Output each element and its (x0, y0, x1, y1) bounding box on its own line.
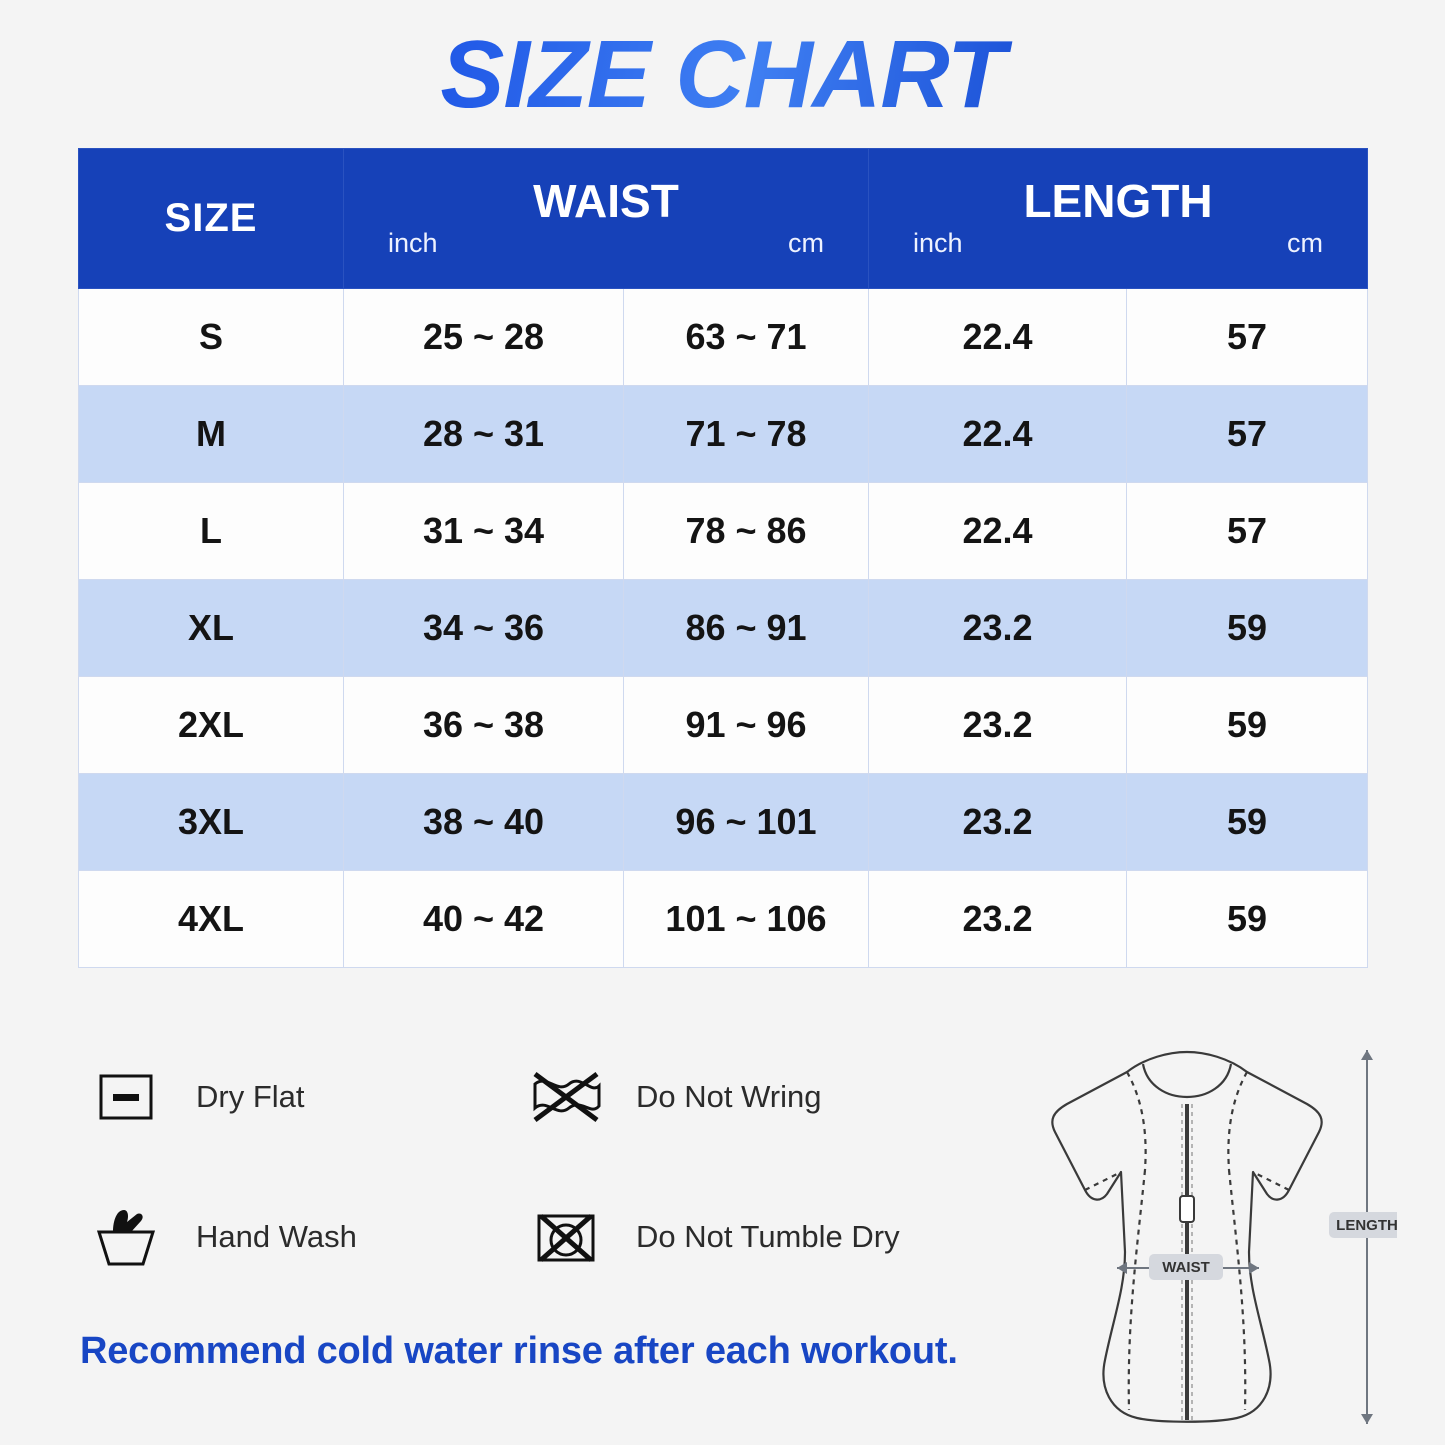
cell-length-inch: 22.4 (869, 288, 1127, 385)
cell-waist-inch: 34 ~ 36 (344, 579, 624, 676)
table-row (79, 482, 1368, 579)
cell-size: 3XL (79, 773, 344, 870)
garment-illustration (977, 1020, 1397, 1440)
cell-waist-inch: 28 ~ 31 (344, 385, 624, 482)
care-item-hand-wash (80, 1195, 520, 1279)
cell-length-inch: 23.2 (869, 676, 1127, 773)
cell-length-inch: 23.2 (869, 579, 1127, 676)
header-unit-length-cm: cm (1287, 227, 1324, 258)
cell-size: L (79, 482, 344, 579)
cell-length-inch: 23.2 (869, 870, 1127, 967)
hand-wash-icon (80, 1195, 172, 1279)
cell-size: 4XL (79, 870, 344, 967)
dry-flat-icon (80, 1055, 172, 1139)
care-label-do-not-wring: Do Not Wring (636, 1079, 822, 1114)
cell-length-cm: 57 (1127, 482, 1368, 579)
waist-measure-tag: WAIST (1162, 1259, 1210, 1276)
cell-length-cm: 59 (1127, 676, 1368, 773)
cell-waist-inch: 31 ~ 34 (344, 482, 624, 579)
header-unit-length-inch: inch (913, 227, 963, 258)
column-header-length (869, 148, 1368, 288)
header-label-size: SIZE (164, 195, 258, 240)
cell-size: 2XL (79, 676, 344, 773)
cell-waist-inch: 38 ~ 40 (344, 773, 624, 870)
care-instructions (80, 1055, 960, 1335)
cell-length-cm: 59 (1127, 773, 1368, 870)
cell-waist-cm: 78 ~ 86 (624, 482, 869, 579)
cell-waist-cm: 101 ~ 106 (624, 870, 869, 967)
care-item-do-not-tumble-dry (520, 1195, 960, 1279)
table-row (79, 676, 1368, 773)
cell-waist-inch: 36 ~ 38 (344, 676, 624, 773)
cell-waist-cm: 63 ~ 71 (624, 288, 869, 385)
care-label-dry-flat: Dry Flat (196, 1079, 305, 1114)
column-header-size (79, 148, 344, 288)
size-table (78, 148, 1368, 968)
care-label-do-not-tumble-dry: Do Not Tumble Dry (636, 1219, 900, 1254)
table-row (79, 773, 1368, 870)
cell-size: S (79, 288, 344, 385)
table-row (79, 579, 1368, 676)
cell-size: XL (79, 579, 344, 676)
do-not-tumble-dry-icon (520, 1195, 612, 1279)
cell-size: M (79, 385, 344, 482)
care-note: Recommend cold water rinse after each workout. (80, 1330, 958, 1372)
cell-length-cm: 57 (1127, 288, 1368, 385)
care-item-dry-flat (80, 1055, 520, 1139)
care-row-2 (80, 1195, 960, 1279)
table-body (79, 288, 1368, 967)
cell-waist-cm: 71 ~ 78 (624, 385, 869, 482)
do-not-wring-icon (520, 1055, 612, 1139)
cell-length-cm: 59 (1127, 579, 1368, 676)
cell-waist-inch: 40 ~ 42 (344, 870, 624, 967)
table-row (79, 288, 1368, 385)
care-row-1 (80, 1055, 960, 1139)
care-label-hand-wash: Hand Wash (196, 1219, 357, 1254)
cell-length-cm: 59 (1127, 870, 1368, 967)
care-item-do-not-wring (520, 1055, 960, 1139)
length-measure-tag: LENGTH (1336, 1217, 1397, 1234)
table-row (79, 870, 1368, 967)
cell-length-inch: 22.4 (869, 385, 1127, 482)
table-header (79, 148, 1368, 288)
cell-waist-inch: 25 ~ 28 (344, 288, 624, 385)
header-unit-waist-inch: inch (388, 227, 438, 258)
cell-waist-cm: 86 ~ 91 (624, 579, 869, 676)
header-label-waist: WAIST (533, 175, 679, 228)
header-label-length: LENGTH (1023, 175, 1213, 228)
header-unit-waist-cm: cm (788, 227, 824, 258)
cell-length-inch: 23.2 (869, 773, 1127, 870)
table-row (79, 385, 1368, 482)
cell-length-cm: 57 (1127, 385, 1368, 482)
page-title: SIZE CHART (0, 0, 1445, 128)
size-table-container (78, 148, 1367, 968)
cell-length-inch: 22.4 (869, 482, 1127, 579)
cell-waist-cm: 91 ~ 96 (624, 676, 869, 773)
column-header-waist (344, 148, 869, 288)
cell-waist-cm: 96 ~ 101 (624, 773, 869, 870)
